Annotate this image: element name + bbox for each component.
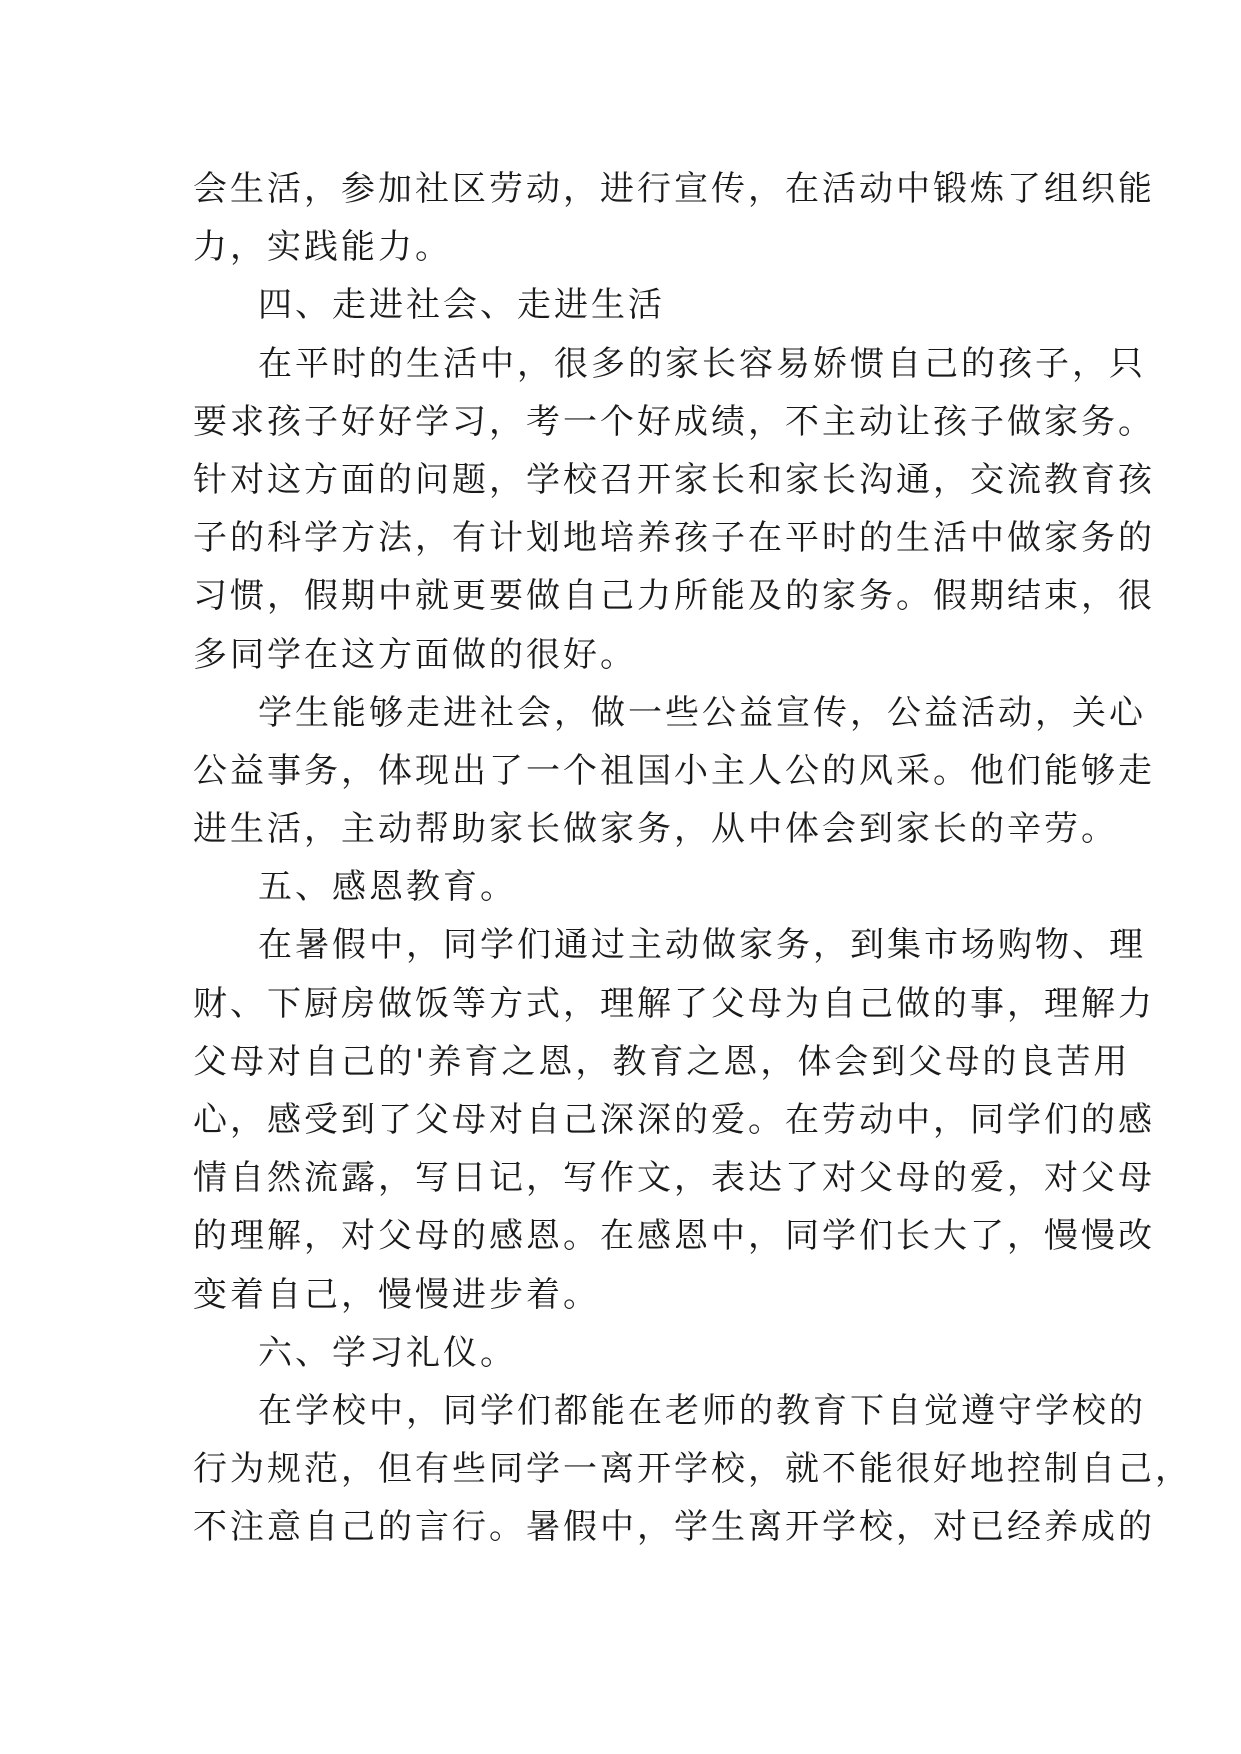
text-line: 力，实践能力。 [193,227,452,268]
text-line: 行为规范，但有些同学一离开学校，就不能很好地控制自己， [193,1449,1192,1490]
text-line: 心，感受到了父母对自己深深的爱。在劳动中，同学们的感 [193,1100,1155,1140]
text-line: 财、下厨房做饭等方式，理解了父母为自己做的事，理解力 [193,983,1155,1024]
text-line: 要求孩子好好学习，考一个好成绩，不主动让孩子做家务。 [193,401,1155,442]
text-line: 学生能够走进社会，做一些公益宣传，公益活动，关心 [258,692,1146,733]
text-line: 不注意自己的言行。暑假中，学生离开学校，对已经养成的 [193,1507,1155,1548]
text-line: 公益事务，体现出了一个祖国小主人公的风采。他们能够走 [193,750,1155,791]
text-line: 在平时的生活中，很多的家长容易娇惯自己的孩子，只 [258,343,1146,384]
text-line: 父母对自己的'养育之恩，教育之恩，体会到父母的良苦用 [193,1041,1131,1082]
text-line: 进生活，主动帮助家长做家务，从中体会到家长的辛劳。 [193,809,1118,850]
text-line: 在暑假中，同学们通过主动做家务，到集市场购物、理 [258,925,1146,966]
text-line: 会生活，参加社区劳动，进行宣传，在活动中锻炼了组织能 [193,169,1155,209]
text-line: 习惯，假期中就更要做自己力所能及的家务。假期结束，很 [193,576,1155,617]
text-line: 四、走进社会、走进生活 [258,285,665,326]
text-line: 五、感恩教育。 [258,867,517,908]
text-line: 子的科学方法，有计划地培养孩子在平时的生活中做家务的 [193,518,1155,559]
text-line: 情自然流露，写日记，写作文，表达了对父母的爱，对父母 [193,1158,1155,1199]
text-line: 针对这方面的问题，学校召开家长和家长沟通，交流教育孩 [193,459,1155,500]
text-line: 多同学在这方面做的很好。 [193,634,637,675]
text-line: 在学校中，同学们都能在老师的教育下自觉遵守学校的 [258,1390,1146,1431]
document-body [193,160,1192,1557]
text-line: 变着自己，慢慢进步着。 [193,1274,600,1315]
text-line: 的理解，对父母的感恩。在感恩中，同学们长大了，慢慢改 [193,1216,1155,1257]
text-line: 六、学习礼仪。 [258,1332,517,1373]
